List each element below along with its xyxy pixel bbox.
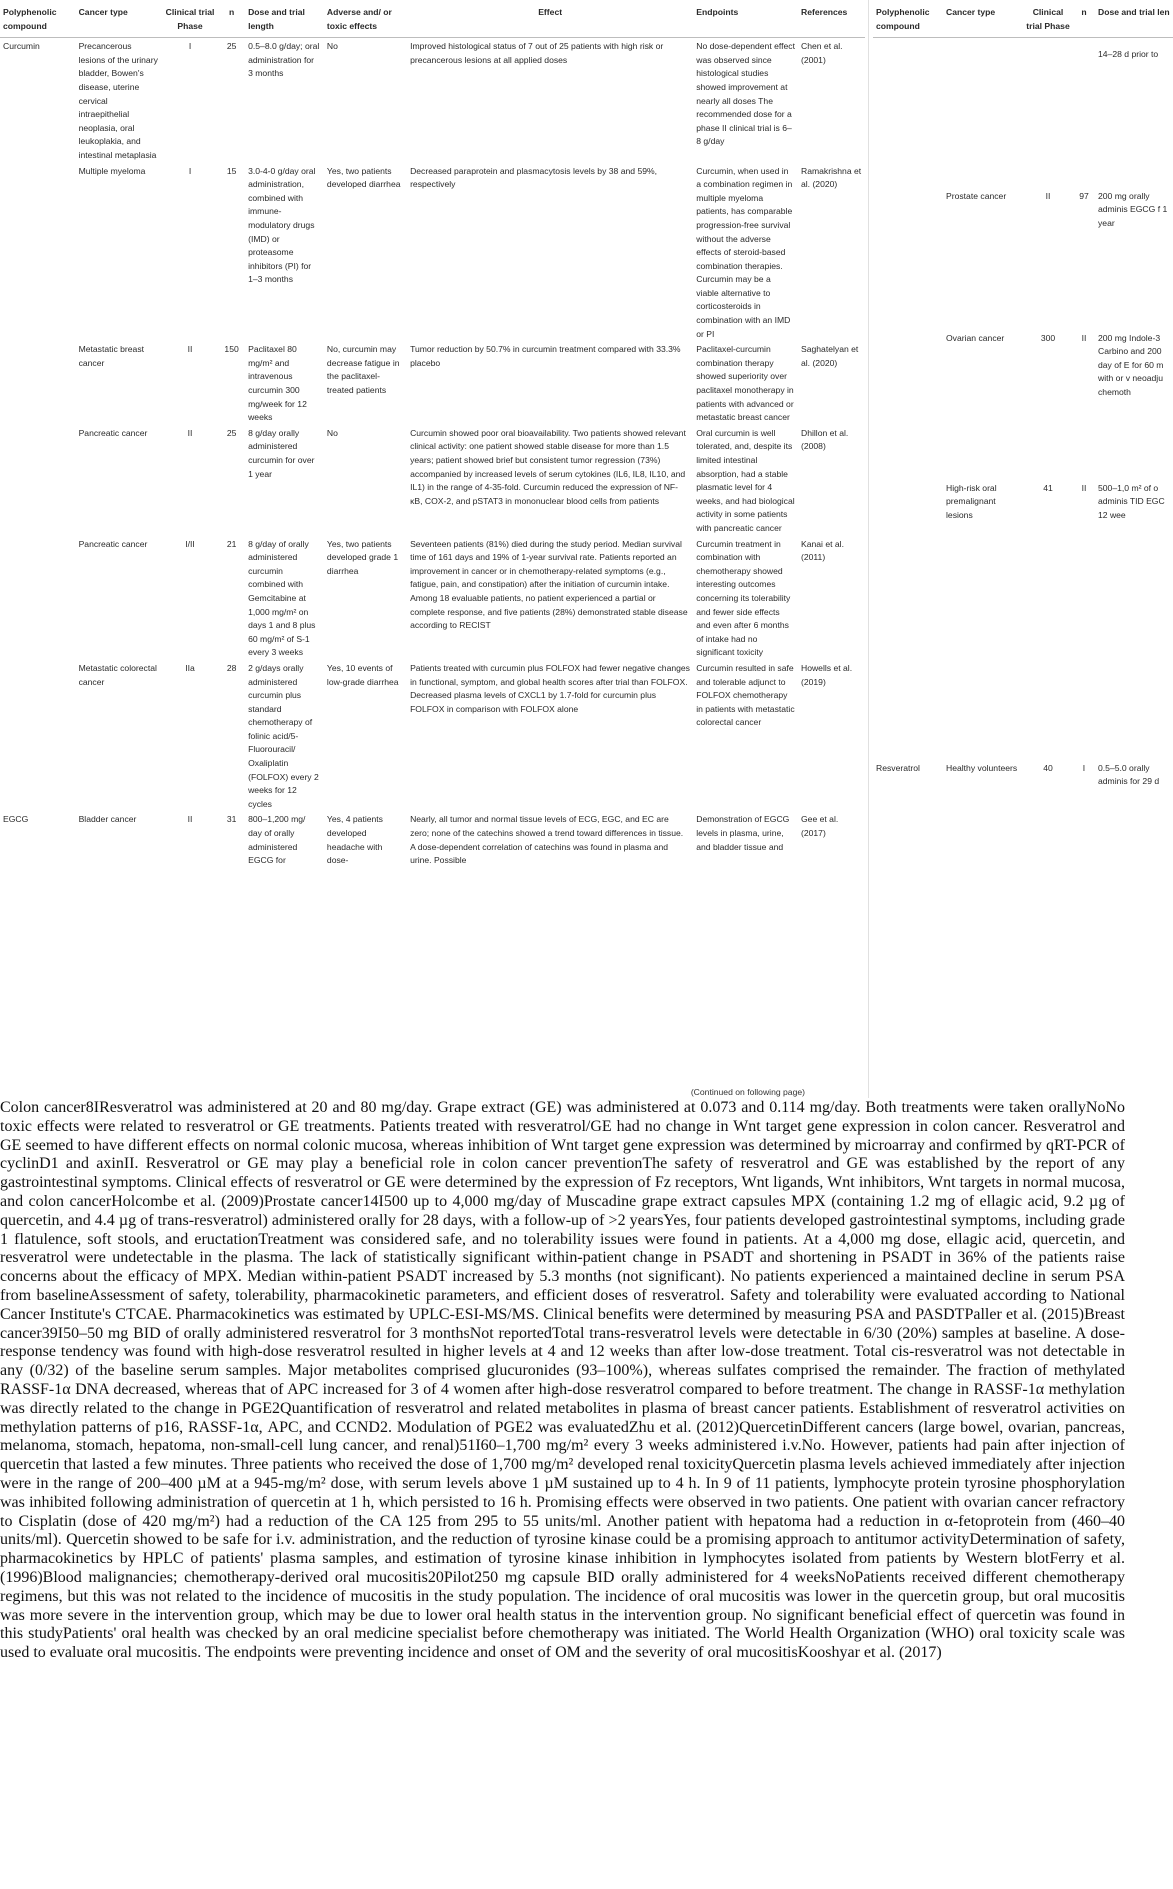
cell-adverse: Yes, 10 events of low-grade diarrhea bbox=[326, 662, 399, 687]
cell-dose: 200 mg Indole-3 Carbino and 200 day of E for 60 m with or v neoadju chemoth bbox=[1098, 332, 1164, 398]
table-header-row bbox=[0, 0, 865, 38]
table-header-row bbox=[873, 0, 1173, 38]
header-n: n bbox=[1073, 0, 1095, 38]
cell-dose: 2 g/days orally administered curcumin plus standard chemotherapy of folinic acid/5-Fluorouracil/ Oxaliplatin (FOLFOX) every 2 weeks for 12 cycles bbox=[248, 662, 319, 809]
cell-effect: Decreased paraprotein and plasmacytosis levels by 38 and 59%, respectively bbox=[410, 165, 658, 190]
header-cancer-type: Cancer type bbox=[76, 0, 162, 38]
cell-n: 25 bbox=[226, 41, 237, 52]
header-n: n bbox=[218, 0, 245, 38]
table-row bbox=[0, 811, 865, 867]
cell-effect: Nearly, all tumor and normal tissue levels of ECG, EGC, and EC are zero; none of the catechins showed a trend toward differences in tissue. A dose-dependent correlation of catechins was found in plasma and urine. Possible bbox=[410, 814, 684, 866]
cell-cancer-type: Pancreatic cancer bbox=[78, 427, 148, 438]
table-row bbox=[0, 163, 865, 342]
cell-n: II bbox=[1081, 482, 1087, 493]
cell-references: Gee et al. (2017) bbox=[800, 814, 839, 839]
cell-dose: 3.0-4-0 g/day oral administration, combined with immune-modulatory drugs (IMD) or proteasome inhibitors (PI) for 1–3 months bbox=[248, 165, 316, 285]
cell-phase: II bbox=[187, 814, 193, 825]
table-row bbox=[873, 330, 1173, 480]
cell-endpoints: No dose-dependent effect was observed since histological studies showed improvement at nearly all doses The recommended dose for a phase II clinical trial is 6–8 g/day bbox=[696, 41, 795, 147]
table-row bbox=[873, 760, 1173, 789]
cell-cancer-type: Ovarian cancer bbox=[946, 332, 1005, 343]
cell-n: I bbox=[1082, 762, 1086, 773]
cell-references: Chen et al. (2001) bbox=[800, 41, 843, 65]
cell-dose: 200 mg orally adminis EGCG f 1 year bbox=[1098, 190, 1168, 228]
header-effect: Effect bbox=[407, 0, 693, 38]
cell-references: Howells et al. (2019) bbox=[800, 662, 853, 687]
cell-n: 97 bbox=[1079, 190, 1089, 201]
header-cancer-type: Cancer type bbox=[943, 0, 1023, 38]
body-paragraph: Colon cancer8IResveratrol was administered at 20 and 80 mg/day. Grape extract (GE) was administered at 0.073 and 0.114 mg/day. Both treatments were taken orallyNoNo toxic effects were related to resveratrol or GE treatments. Patients treated with resveratrol/GE had no change in Wnt target gene expression in colon cancer. Resveratrol and GE seemed to have different effects on normal colonic mucosa, whereas inhibition of Wnt target gene expression was determined by microarray and confirmed by qRT-PCR of cyclinD1 and axinII. Resveratrol or GE may play a beneficial role in colon cancer preventionThe safety of resveratrol and GE was established by the report of any gastrointestinal symptoms. Clinical effects of resveratrol or GE were determined by the expression of Fz receptors, Wnt ligands, Wnt inhibitors, Wnt targets in normal mucosa, and colon cancerHolcombe et al. (2009)Prostate cancer14I500 up to 4,000 mg/day of Muscadine grape extract capsules MPX (containing 1.2 mg of ellagic acid, 9.2 µg of quercetin, and 4.4 µg of trans-resveratrol) administered orally for 28 days, with a follow-up of >2 yearsYes, four patients developed gastrointestinal symptoms, including grade 1 flatulence, soft stools, and eructationTreatment was considered safe, and no tolerability issues were found in patients. At a 4,000 mg dose, ellagic acid, quercetin, and resveratrol were undetectable in the plasma. The lack of statistically significant within-patient change in PSADT and shortening in PSADT in 36% of the patients raise concerns about the efficacy of MPX. Median within-patient PSADT increased by 5.3 months (not significant). No patients experienced a maintained decline in serum PSA from baselineAssessment of safety, tolerability, pharmacokinetic parameters, and efficient doses of resveratrol. Safety and tolerability were evaluated according to National Cancer Institute's CTCAE. Pharmacokinetics was estimated by UPLC-ESI-MS/MS. Clinical benefits were determined by measuring PSA and PASDTPaller et al. (2015)Breast cancer39I50–50 mg BID of orally administered resveratrol for 3 monthsNot reportedTotal trans-resveratrol levels were detectable in 6/30 (20%) samples at baseline. A dose-response tendency was found with high-dose resveratrol resulted in higher levels at 4 and 12 weeks than after low-dose treatment. Total cis-resveratrol was not detectable in any (0/32) of the baseline serum samples. Major metabolites comprised glucuronides (93–100%), whereas sulfates comprised the remainder. The fraction of methylated RASSF-1α DNA decreased, whereas that of APC increased for 3 of 4 women after high-dose resveratrol compared to before treatment. The change in RASSF-1α methylation was directly related to the change in PGE2Quantification of resveratrol and related metabolites in plasma of breast cancer patients. Establishment of resveratrol activities on methylation patterns of p16, RASSF-1α, APC, and CCND2. Modulation of PGE2 was evaluatedZhu et al. (2012)QuercetinDifferent cancers (large bowel, ovarian, pancreas, melanoma, stomach, hepatoma, non-small-cell lung cancer, and renal)51I60–1,700 mg/m² every 3 weeks administered i.v.No. However, patients had pain after injection of quercetin that lasted a few minutes. Three patients who received the dose of 1,700 mg/m² developed renal toxicityQuercetin plasma levels achieved immediately after injection were in the range of 200–400 µM at a 945-mg/m² dose, with serum levels above 1 µM sustained up to 4 h. In 9 of 11 patients, lymphocyte protein tyrosine phosphorylation was inhibited following administration of quercetin at 1 h, which persisted to 16 h. Promising effects were observed in two patients. One patient with ovarian cancer refractory to Cisplatin (dose of 420 mg/m²) had a reduction of the CA 125 from 295 to 55 units/ml. Another patient with hepatoma had a reduction in α-fetoprotein from (460–40 units/ml). Quercetin showed to be safe for i.v. administration, and the reduction of tyrosine kinase could be a promising approach to antitumor activityDetermination of safety, pharmacokinetics by HPLC of patients' plasma samples, and estimation of tyrosine kinase inhibition in lymphocytes isolated from patients by Western blotFerry et al. (1996)Blood malignancies; chemotherapy-derived oral mucositis20Pilot250 mg capsule BID orally administered for 4 weeksNoPatients received different chemotherapy regimens, but this was not related to the incidence of mucositis in the study population. The incidence of oral mucositis was lower in the quercetin group, but oral mucositis was more severe in the intervention group, which may be due to lower oral health status in the intervention group. No significant beneficial effect of quercetin was found in this studyPatients' oral health was checked by an oral medicine specialist before chemotherapy was initiated. The World Health Organization (WHO) oral toxicity scale was used to evaluate oral mucositis. The endpoints were preventing incidence and onset of OM and the severity of oral mucositisKooshyar et al. (2017) bbox=[0, 1099, 1126, 1662]
cell-phase: 300 bbox=[1040, 332, 1056, 343]
cell-n bbox=[1073, 38, 1095, 188]
cell-endpoints: Demonstration of EGCG levels in plasma, urine, and bladder tissue and bbox=[696, 814, 790, 852]
table-row bbox=[0, 341, 865, 425]
cell-endpoints: Paclitaxel-curcumin combination therapy showed superiority over paclitaxel monotherapy in patients with advanced or metastatic breast cancer bbox=[696, 344, 794, 423]
cell-effect: Patients treated with curcumin plus FOLFOX had fewer negative changes in functional, symptom, and global health scores after trial than FOLFOX. Decreased plasma levels of CXCL1 by 1.7-fold for curcumin plus FOLFOX in comparison with FOLFOX alone bbox=[410, 662, 690, 714]
cell-phase bbox=[1023, 38, 1073, 188]
cell-compound: Curcumin bbox=[3, 41, 40, 52]
table-row bbox=[873, 480, 1173, 760]
cell-cancer-type: Multiple myeloma bbox=[78, 165, 146, 176]
cell-effect: Tumor reduction by 50.7% in curcumin treatment compared with 33.3% placebo bbox=[410, 344, 681, 368]
cell-compound bbox=[0, 163, 76, 342]
clinical-trials-table-continued-column bbox=[873, 0, 1173, 789]
page-divider bbox=[868, 0, 869, 1098]
cell-cancer-type: Metastatic breast cancer bbox=[78, 344, 145, 368]
cell-phase: 41 bbox=[1043, 482, 1053, 493]
cell-dose: 0.5–5.0 orally adminis for 29 d bbox=[1098, 762, 1160, 787]
cell-references: Ramakrishna et al. (2020) bbox=[800, 165, 862, 190]
header-dose: Dose and trial length bbox=[245, 0, 324, 38]
cell-dose: Paclitaxel 80 mg/m² and intravenous curcumin 300 mg/week for 12 weeks bbox=[248, 344, 307, 423]
header-endpoints: Endpoints bbox=[693, 0, 798, 38]
cell-phase: 40 bbox=[1043, 762, 1053, 773]
cell-dose: 800–1,200 mg/ day of orally administered EGCG for bbox=[248, 814, 306, 866]
cell-cancer-type: Precancerous lesions of the urinary bladder, Bowen's disease, uterine cervical intraepithelial neoplasia, oral leukoplakia, and intestinal metaplasia bbox=[78, 41, 158, 160]
cell-cancer-type: Healthy volunteers bbox=[946, 762, 1018, 773]
flattened-table-text bbox=[0, 1099, 1125, 1663]
cell-compound: EGCG bbox=[3, 814, 29, 825]
cell-phase: I bbox=[188, 165, 192, 176]
cell-endpoints: Curcumin resulted in safe and tolerable adjunct to FOLFOX chemotherapy in patients with metastatic colorectal cancer bbox=[696, 662, 795, 728]
cell-dose: 0.5–8.0 g/day; oral administration for 3 months bbox=[248, 41, 320, 79]
cell-endpoints: Curcumin, when used in a combination regimen in multiple myeloma patients, has comparable progression-free survival without the adverse effects of steroid-based combination therapies. Curcumin may be a viable alternative to corticosteroids in combination with an IMD or PI bbox=[696, 165, 793, 339]
cell-endpoints: Curcumin treatment in combination with chemotherapy showed interesting outcomes concerning its tolerability and fewer side effects and even after 6 months of intake had no significant toxicity bbox=[696, 538, 791, 658]
cell-compound bbox=[0, 425, 76, 536]
cell-references: Saghatelyan et al. (2020) bbox=[800, 344, 859, 368]
cell-compound bbox=[873, 480, 943, 760]
cell-effect: Curcumin showed poor oral bioavailability. Two patients showed relevant clinical activity: one patient showed stable disease for more than 1.5 years; patient showed brief but consistent tumor regression (73%) accompanied by increased levels of serum cytokines (IL6, IL8, IL10, and IL1) in the range of 4-35-fold. Curcumin reduced the expression of NF-κB, COX-2, and pSTAT3 in mononuclear blood cells from patients bbox=[410, 427, 686, 506]
cell-n: 28 bbox=[226, 662, 237, 673]
cell-adverse: No bbox=[326, 427, 338, 438]
cell-adverse: No, curcumin may decrease fatigue in the paclitaxel-treated patients bbox=[326, 344, 400, 396]
cell-phase: I/II bbox=[185, 538, 195, 549]
cell-compound bbox=[873, 330, 943, 480]
cell-effect: Seventeen patients (81%) died during the study period. Median survival time of 161 days and 19% of 1-year survival rate. Patients reported an improvement in cancer or in chemotherapy-related symptoms (e.g., fatigue, pain, and constipation) after the initiation of curcumin intake. Among 18 evaluable patients, no patient experienced a partial or complete response, and five patients (28%) demonstrated stable disease according to RECIST bbox=[410, 538, 688, 631]
cell-compound bbox=[0, 660, 76, 812]
cell-compound bbox=[873, 38, 943, 188]
cell-adverse: Yes, two patients developed grade 1 diarrhea bbox=[326, 538, 399, 576]
header-phase: Clinical trial Phase bbox=[1023, 0, 1073, 38]
cell-n: 31 bbox=[226, 814, 237, 825]
cell-cancer-type: Metastatic colorectal cancer bbox=[78, 662, 157, 687]
cell-effect: Improved histological status of 7 out of 25 patients with high risk or precancerous lesions at all applied doses bbox=[410, 41, 664, 65]
cell-compound: Resveratrol bbox=[876, 762, 920, 773]
header-dose: Dose and trial len bbox=[1095, 0, 1173, 38]
cell-phase: I bbox=[188, 41, 192, 52]
cell-cancer-type: High-risk oral premalignant lesions bbox=[946, 482, 997, 520]
header-phase: Clinical trial Phase bbox=[162, 0, 218, 38]
cell-n: 25 bbox=[226, 427, 237, 438]
cell-adverse: Yes, 4 patients developed headache with dose- bbox=[326, 814, 383, 866]
table-row bbox=[873, 188, 1173, 330]
continued-note: (Continued on following page) bbox=[690, 1087, 805, 1097]
table-row bbox=[873, 38, 1173, 188]
table-row bbox=[0, 38, 865, 163]
cell-phase: IIa bbox=[185, 662, 195, 673]
table-row bbox=[0, 660, 865, 812]
clinical-trials-table bbox=[0, 0, 865, 868]
cell-dose: 8 g/day orally administered curcumin for over 1 year bbox=[248, 427, 315, 479]
table-row bbox=[0, 536, 865, 660]
cell-endpoints: Oral curcumin is well tolerated, and, despite its limited intestinal absorption, had a stable plasmatic level for 4 weeks, and had biological activity in some patients with pancreatic cancer bbox=[696, 427, 795, 533]
cell-adverse: No bbox=[326, 41, 338, 52]
cell-phase: II bbox=[187, 427, 193, 438]
cell-cancer-type: Pancreatic cancer bbox=[78, 538, 148, 549]
cell-phase: II bbox=[1045, 190, 1051, 201]
header-adverse: Adverse and/ or toxic effects bbox=[324, 0, 407, 38]
cell-cancer-type: Prostate cancer bbox=[946, 190, 1007, 201]
cell-n: II bbox=[1081, 332, 1087, 343]
cell-references: Dhillon et al. (2008) bbox=[800, 427, 849, 452]
header-compound: Polyphenolic compound bbox=[873, 0, 943, 38]
header-compound: Polyphenolic compound bbox=[0, 0, 76, 38]
cell-phase: II bbox=[187, 344, 193, 355]
cell-n: 150 bbox=[224, 344, 239, 355]
cell-n: 15 bbox=[226, 165, 237, 176]
cell-compound bbox=[873, 188, 943, 330]
cell-compound bbox=[0, 536, 76, 660]
cell-compound bbox=[0, 341, 76, 425]
table-row bbox=[0, 425, 865, 536]
cell-dose: 500–1,0 m² of o adminis TID EGC 12 wee bbox=[1098, 482, 1165, 520]
cell-adverse: Yes, two patients developed diarrhea bbox=[326, 165, 401, 190]
cell-cancer-type: Bladder cancer bbox=[78, 814, 137, 825]
cell-dose: 8 g/day of orally administered curcumin combined with Gemcitabine at 1,000 mg/m² on days 1 and 8 plus 60 mg/m² of S-1 every 3 weeks bbox=[248, 538, 316, 658]
cell-references: Kanai et al. (2011) bbox=[800, 538, 844, 563]
header-references: References bbox=[798, 0, 865, 38]
cell-n: 21 bbox=[226, 538, 237, 549]
cell-cancer-type bbox=[943, 38, 1023, 188]
cell-dose: 14–28 d prior to bbox=[1098, 49, 1159, 60]
